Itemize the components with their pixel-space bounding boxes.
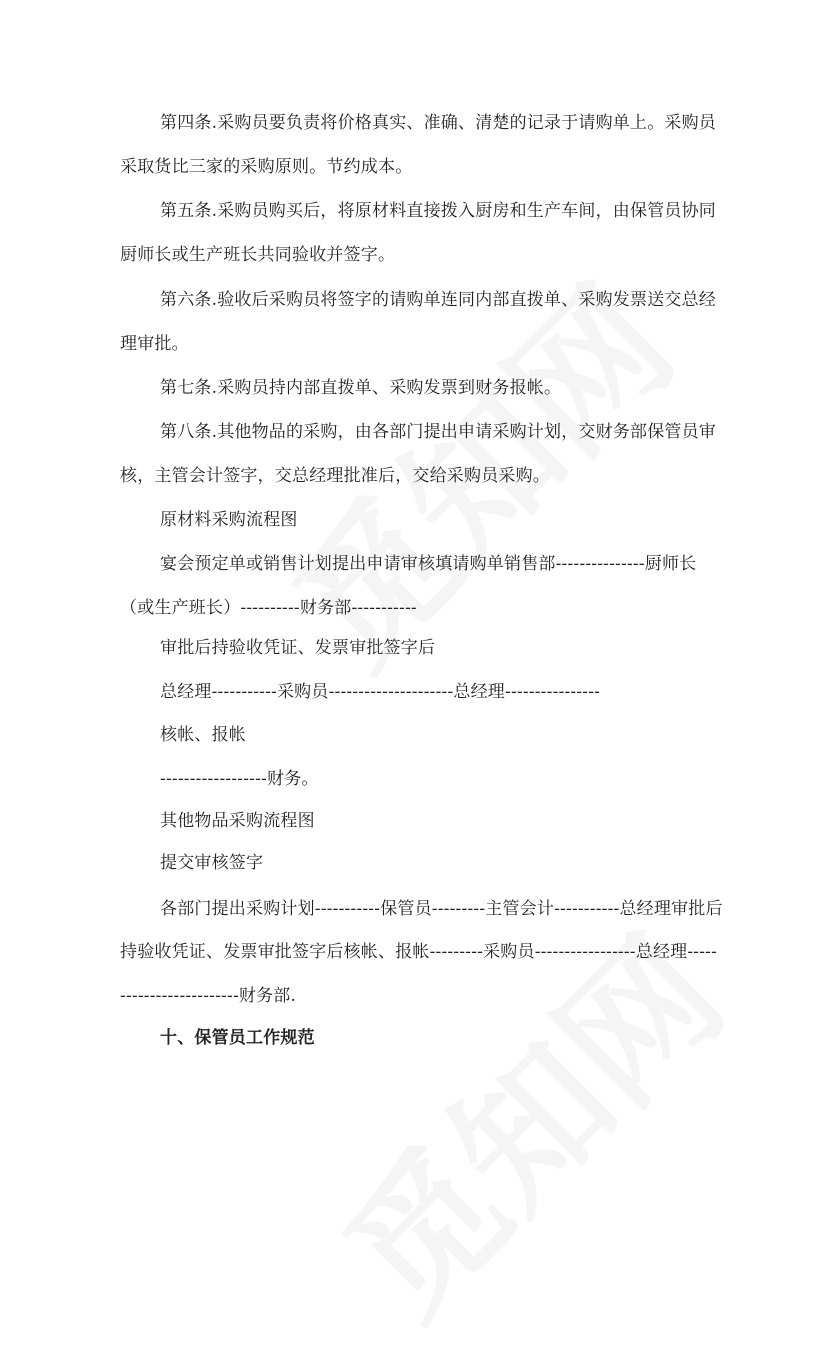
paragraph-line: 各部门提出采购计划-----------保管员---------主管会计-----------总经理审批后 [160,899,723,919]
paragraph-line: 厨师长或生产班长共同验收并签字。 [120,245,396,265]
paragraph-line: --------------------财务部. [120,986,297,1006]
paragraph-line: 其他物品采购流程图 [160,811,315,831]
paragraph-line: 第八条.其他物品的采购，由各部门提出申请采购计划，交财务部保管员审 [160,422,717,442]
paragraph-line: 第五条.采购员购买后，将原材料直接拨入厨房和生产车间，由保管员协同 [160,201,717,221]
paragraph-line: 提交审核签字 [160,853,264,873]
paragraph-line: 审批后持验收凭证、发票审批签字后 [160,638,436,658]
paragraph-line: 采取货比三家的采购原则。节约成本。 [120,157,413,177]
paragraph-line: （或生产班长）----------财务部----------- [120,598,417,618]
paragraph-line: 第六条.验收后采购员将签字的请购单连同内部直拨单、采购发票送交总经 [160,290,717,310]
paragraph-line: 第七条.采购员持内部直拨单、采购发票到财务报帐。 [160,378,562,398]
section-heading: 十、保管员工作规范 [160,1028,315,1048]
paragraph-line: 原材料采购流程图 [160,510,298,530]
paragraph-line: 第四条.采购员要负责将价格真实、准确、清楚的记录于请购单上。采购员 [160,113,717,133]
paragraph-line: 核帐、报帐 [160,725,246,745]
paragraph-line: 核，主管会计签字，交总经理批准后，交给采购员采购。 [120,466,550,486]
paragraph-line: 总经理-----------采购员---------------------总经理---------------- [160,682,601,702]
paragraph-line: ------------------财务。 [160,769,319,789]
paragraph-line: 宴会预定单或销售计划提出申请审核填请购单销售部---------------厨师长 [160,554,697,574]
paragraph-line: 理审批。 [120,334,189,354]
paragraph-line: 持验收凭证、发票审批签字后核帐、报帐---------采购员-----------------总经理----- [120,942,718,962]
